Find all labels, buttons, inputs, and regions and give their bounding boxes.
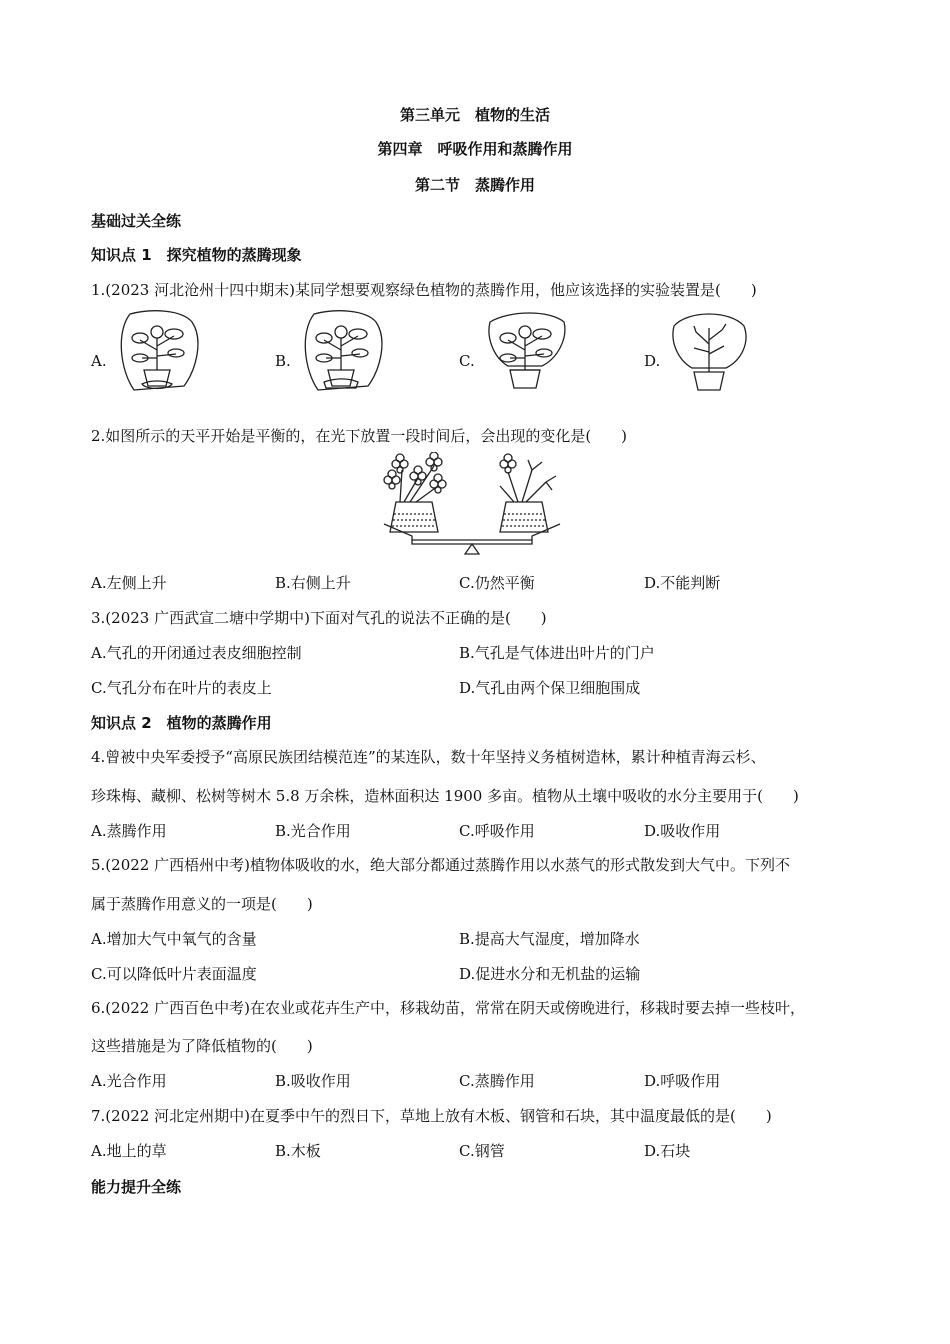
question-3-stem: 3.(2023 广西武宣二塘中学期中)下面对气孔的说法不正确的是( ) bbox=[91, 609, 547, 627]
question-7-option-c: C.钢管 bbox=[459, 1142, 505, 1160]
question-6-option-c: C.蒸腾作用 bbox=[459, 1072, 535, 1090]
question-5-stem-line-2: 属于蒸腾作用意义的一项是( ) bbox=[91, 895, 313, 913]
question-2-option-c: C.仍然平衡 bbox=[459, 574, 535, 592]
knowledge-point-2: 知识点 2 植物的蒸腾作用 bbox=[91, 714, 272, 732]
question-7-option-b: B.木板 bbox=[275, 1142, 321, 1160]
section-title: 第二节 蒸腾作用 bbox=[414, 176, 535, 194]
question-4-option-a: A.蒸腾作用 bbox=[91, 822, 167, 840]
question-7-option-d: D.石块 bbox=[644, 1142, 691, 1160]
question-6-option-a: A.光合作用 bbox=[91, 1072, 167, 1090]
question-4-stem-line-1: 4.曾被中央军委授予“高原民族团结模范连”的某连队，数十年坚持义务植树造林，累计种植青海云杉、 bbox=[91, 748, 766, 766]
question-7-option-a: A.地上的草 bbox=[91, 1142, 167, 1160]
question-7-stem: 7.(2022 河北定州期中)在夏季中午的烈日下，草地上放有木板、钢管和石块，其中温度最低的是( ) bbox=[91, 1107, 772, 1125]
question-4-option-d: D.吸收作用 bbox=[644, 822, 721, 840]
question-4-option-b: B.光合作用 bbox=[275, 822, 351, 840]
unit-title: 第三单元 植物的生活 bbox=[399, 106, 550, 124]
question-3-option-c: C.气孔分布在叶片的表皮上 bbox=[91, 679, 272, 697]
question-5-option-d: D.促进水分和无机盐的运输 bbox=[459, 965, 641, 983]
balance-scale-figure bbox=[382, 452, 568, 556]
question-6-stem-line-1: 6.(2022 广西百色中考)在农业或花卉生产中，移栽幼苗，常常在阴天或傍晚进行，移栽时要去掉一些枝叶， bbox=[91, 999, 805, 1017]
question-1-stem: 1.(2023 河北沧州十四中期末)某同学想要观察绿色植物的蒸腾作用，他应该选择的实验装置是( ) bbox=[91, 281, 757, 299]
question-4-option-c: C.呼吸作用 bbox=[459, 822, 535, 840]
plant-bag-figure-a bbox=[112, 308, 202, 396]
question-4-stem-line-2: 珍珠梅、藏柳、松树等树木 5.8 万余株，造林面积达 1900 多亩。植物从土壤中吸收的水分主要用于( ) bbox=[91, 787, 799, 805]
knowledge-point-1: 知识点 1 探究植物的蒸腾现象 bbox=[91, 246, 302, 264]
question-2-stem: 2.如图所示的天平开始是平衡的，在光下放置一段时间后，会出现的变化是( ) bbox=[91, 427, 628, 445]
question-5-option-b: B.提高大气湿度，增加降水 bbox=[459, 930, 640, 948]
question-2-option-a: A.左侧上升 bbox=[91, 574, 167, 592]
question-5-option-c: C.可以降低叶片表面温度 bbox=[91, 965, 257, 983]
plant-bag-figure-b bbox=[296, 308, 386, 396]
part-heading-basic: 基础过关全练 bbox=[91, 212, 182, 230]
question-2-option-b: B.右侧上升 bbox=[275, 574, 351, 592]
question-1-option-c: C. bbox=[459, 352, 475, 370]
question-5-stem-line-1: 5.(2022 广西梧州中考)植物体吸收的水，绝大部分都通过蒸腾作用以水蒸气的形式散发到大气中。下列不 bbox=[91, 856, 790, 874]
question-6-option-d: D.呼吸作用 bbox=[644, 1072, 721, 1090]
question-5-option-a: A.增加大气中氧气的含量 bbox=[91, 930, 257, 948]
question-6-option-b: B.吸收作用 bbox=[275, 1072, 351, 1090]
chapter-title: 第四章 呼吸作用和蒸腾作用 bbox=[377, 140, 573, 158]
question-1-option-d: D. bbox=[644, 352, 661, 370]
question-1-option-a: A. bbox=[91, 352, 107, 370]
plant-bag-figure-c bbox=[480, 308, 570, 396]
question-3-option-a: A.气孔的开闭通过表皮细胞控制 bbox=[91, 644, 302, 662]
question-1-option-b: B. bbox=[275, 352, 291, 370]
question-3-option-d: D.气孔由两个保卫细胞围成 bbox=[459, 679, 641, 697]
plant-bag-figure-d bbox=[664, 308, 754, 396]
part-heading-advanced: 能力提升全练 bbox=[91, 1178, 182, 1196]
question-2-option-d: D.不能判断 bbox=[644, 574, 721, 592]
question-3-option-b: B.气孔是气体进出叶片的门户 bbox=[459, 644, 655, 662]
question-6-stem-line-2: 这些措施是为了降低植物的( ) bbox=[91, 1037, 313, 1055]
